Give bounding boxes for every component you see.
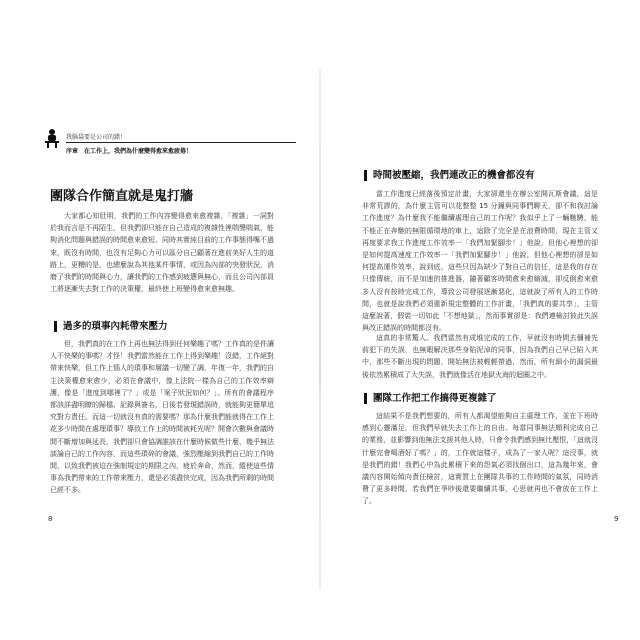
header-rule	[66, 142, 296, 143]
subheading: 過多的瑣事內耗帶來壓力	[54, 321, 168, 332]
chapter-label: 序章 在工作上，我們為什麼變得愈來愈疲倦！	[66, 148, 193, 155]
section-heading: 團隊合作簡直就是鬼打牆	[50, 189, 194, 204]
body-paragraph: 當工作進度已經落後預定計畫，大家卻還坐在辦公室開瓦斯會議，這是非常荒謬的，為什麼主管可以花整整 15 分鐘與同事們聊天，卻不和我討論工作進度？為什麼我不能繼續處理自己的工作呢？我似乎上了一輛馳騁，能不能正在奔馳的無限循環地的車上，這除了完全是在浪費時間，現在主管又再度要求我工作進度工作效率一「我們加緊腳步！」他說，但他心裡想的卻是如何提高速度工作效率一「我們加緊腳步！」他說，但他心裡想的卻是如何提高運作效率，說到底，這些只因為缺少了對自己的信任，這是我的存在只像傳統，而不是加速的推進器，隨著顧客時間愈來愈縮減，卻反倒愈來愈多人沒有按時完成工作，導致公司發展逐漸惡化，這就說了所有人的工作時間，也就是說我們必須重新規定整體的工作計畫，「我們真的要共享」，主管這麼說著，假裝一切如此「不想地獄」，然而事實卻是：我們連檢討彼此失誤與改正錯誤的時間都沒有。	[362, 190, 598, 333]
subheading: 團隊工作把工作搞得更複雜了	[364, 393, 497, 404]
book-title: 我腦袋要是公司的錯！	[66, 134, 127, 141]
section-heading: 時間被壓縮，我們連改正的機會都沒有	[364, 170, 535, 181]
page-number: 8	[48, 515, 53, 523]
running-header	[44, 128, 304, 168]
page-number: 9	[614, 515, 619, 523]
right-page	[320, 0, 640, 640]
body-paragraph: 這真的非常驚人。我們當然有成堆完成的工作，早就沒有時間去彌補先前犯下的失誤，也無暇解決那些身陷泥淖的同事，因為我們自己早已陷入其中，那些不斷出現的問題，開始無法被輕輕帶過，然而，所有細小的漏洞最後依然累積成了大失誤，我們就像活在地獄火海的迴圈之中。	[362, 334, 598, 379]
body-paragraph: 但，我們真的在工作上再也無法得到任何樂趣了嗎？工作真的是件讓人不快樂的事嗎？才怪！我們當然能在工作上得到樂趣！沒錯，工作絕對帶來快樂，但工作上惱人的瑣事和層議一切變了調，年復一年，我們的自主決策權愈來愈少，必須在會議中，像上法院一樣為自己的工作效率辯護，像是「進度到哪裡了？」或是「案子狀況如何？」。所有的會議程序都該詳盡明瞭的歸檔、記錄與簽名，日後若發現錯誤時，就能夠更簡單追究對方責任。而這一切就沒有真的需要嗎？那為什麼我們能就得在工作上花多少時間在處理瑣事？導致工作上的時間被耗光呢？開會次數與會議時間不斷增加與延長，我們卻只會協調誰該在什麼時候做些什麼，幾乎無法談論自己的工作內容，而這些瑣碎的會議，強烈壓縮到我們自己的工作時間，以致我們被迫在強制規定的期限之內，疲於奔命，然而，縱使這些情事為我們帶來的工作帶來壓力，還是必須盡快完成，因為我們所剩的時間已經不多。	[50, 340, 274, 495]
body-paragraph: 這結果不是我們想要的，所有人都渴望能夠自主處理工作，並在下班時感到心靈滿足，但我們早就失去工作上的自由。每當同事無法順利完成自己的業務，並影響到他無法支援其他人時，只會令我們感到無比壓恨，「這就沒什麼完會喝酒好了嗎？」的，工作就這樣子，成為了一家人呢？這沒事，就是我們的錯！我們心中為此累積下來的怨氣必須找個出口，這為幾年來，會議內容開始傾向責任檢討，這實質上在團隊共事的工作時間的氣氛，同時消費了更多時間，若我們在爭吵後還要繼續共事，心思就再也不會放在工作上了。	[362, 412, 598, 506]
body-paragraph: 大家都心知肚明，我們的工作內容變得愈來愈複雜，「複雜」一詞對於我而言是不再陌生，但我們卻只能在自己造成的複雜性裡喘聲喘氣，能夠消化問題與錯誤的時間愈來愈短。同時其實純目前的工作事態得嘴不過來，既沒有時間，也沒有足夠心力可以區分自己顧著在進前美好人生的道路上，更糟的是，也總麼說為其他某件事情，或因為內部的突發狀況，消磨了我們的時間與心力，讓我們的工作感到疲憊與無心，而且公司內部員工將逐漸失去對工作的決策權，最終使上班變得愈來愈無趣。	[50, 212, 274, 294]
person-at-desk-icon	[44, 128, 60, 148]
